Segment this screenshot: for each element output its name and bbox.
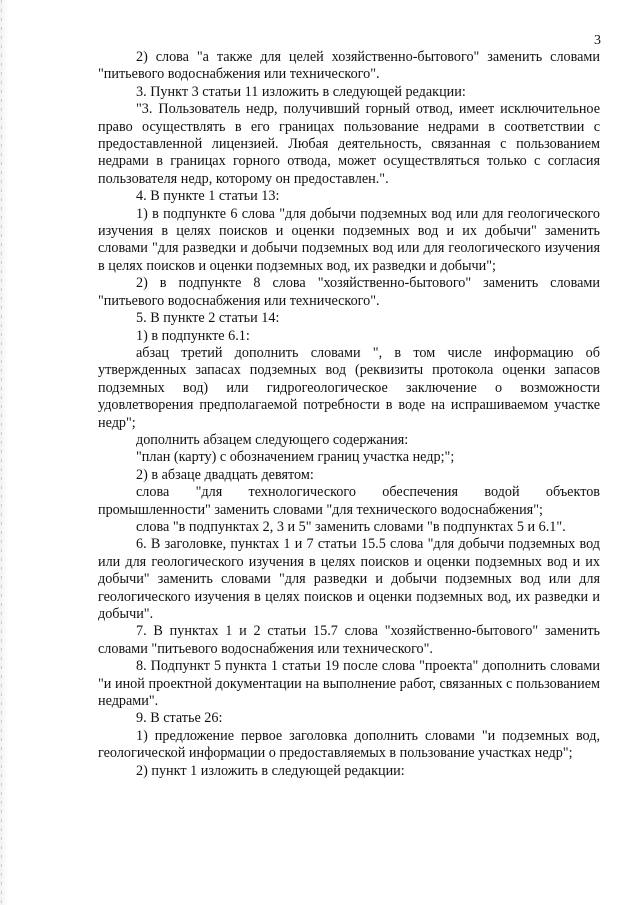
paragraph: слова "для технологического обеспечения водой объектов промышленности" заменить словами "для технического водоснабжения";: [98, 484, 600, 518]
paragraph: 5. В пункте 2 статьи 14:: [136, 310, 280, 327]
page-number: 3: [594, 33, 601, 48]
scan-edge: [0, 0, 8, 905]
paragraph: 7. В пунктах 1 и 2 статьи 15.7 слова "хозяйственно-бытового" заменить словами "питьевого водоснабжения или технического".: [98, 623, 600, 657]
paragraph: 1) предложение первое заголовка дополнить словами "и подземных вод, геологической информации о предоставляемых в пользование участках недр";: [98, 727, 600, 762]
paragraph: 4. В пункте 1 статьи 13:: [136, 188, 280, 205]
paragraph: абзац третий дополнить словами ", в том числе информацию об утвержденных запасах подземных вод (реквизиты протокола оценки запасов подземных вод) или гидрогеологическое заключение о возможности удовлетворения предполагаемой потребности в воде на испрашиваемом участке недр";: [98, 344, 600, 431]
paragraph: 2) слова "а также для целей хозяйственно-бытового" заменить словами "питьевого водоснабжения или технического".: [98, 49, 600, 83]
paragraph: 2) пункт 1 изложить в следующей редакции:: [136, 762, 405, 779]
paragraph: "3. Пользователь недр, получивший горный отвод, имеет исключительное право осуществлять в его границах пользование недрами в соответствии с предоставленной лицензией. Любая деятельность, связанная с пользованием недрами в границах горного отвода, может осуществляться только с согласия пользователя недр, которому он предоставлен.".: [98, 101, 600, 187]
paragraph: 6. В заголовке, пунктах 1 и 7 статьи 15.5 слова "для добычи подземных вод или для геологического изучения в целях поисков и оценки подземных вод и их добычи" заменить словами "для разведки и добычи подземных вод или для геологического изучения в целях поисков и оценки подземных вод, их разведки и добычи".: [98, 536, 600, 622]
paragraph: 3. Пункт 3 статьи 11 изложить в следующей редакции:: [136, 83, 466, 100]
paragraph: 8. Подпункт 5 пункта 1 статьи 19 после слова "проекта" дополнить словами "и иной проектной документации на выполнение работ, связанных с пользованием недрами".: [98, 658, 600, 710]
paragraph: 2) в абзаце двадцать девятом:: [136, 466, 314, 483]
paragraph: 1) в подпункте 6.1:: [136, 327, 250, 344]
paragraph: "план (карту) с обозначением границ участка недр;";: [136, 449, 455, 466]
paragraph: дополнить абзацем следующего содержания:: [136, 431, 409, 448]
paragraph: 9. В статье 26:: [136, 710, 223, 727]
paragraph: 2) в подпункте 8 слова "хозяйственно-бытового" заменить словами "питьевого водоснабжения или технического".: [98, 275, 600, 309]
paragraph: слова "в подпунктах 2, 3 и 5" заменить словами "в подпунктах 5 и 6.1".: [136, 518, 566, 535]
document-body: [98, 49, 600, 780]
paragraph: 1) в подпункте 6 слова "для добычи подземных вод или для геологического изучения в целях поисков и оценки подземных вод и их добычи" заменить словами "для разведки и добычи подземных вод или для геологического изучения в целях поисков и оценки подземных вод, их разведки и добычи";: [98, 205, 600, 274]
